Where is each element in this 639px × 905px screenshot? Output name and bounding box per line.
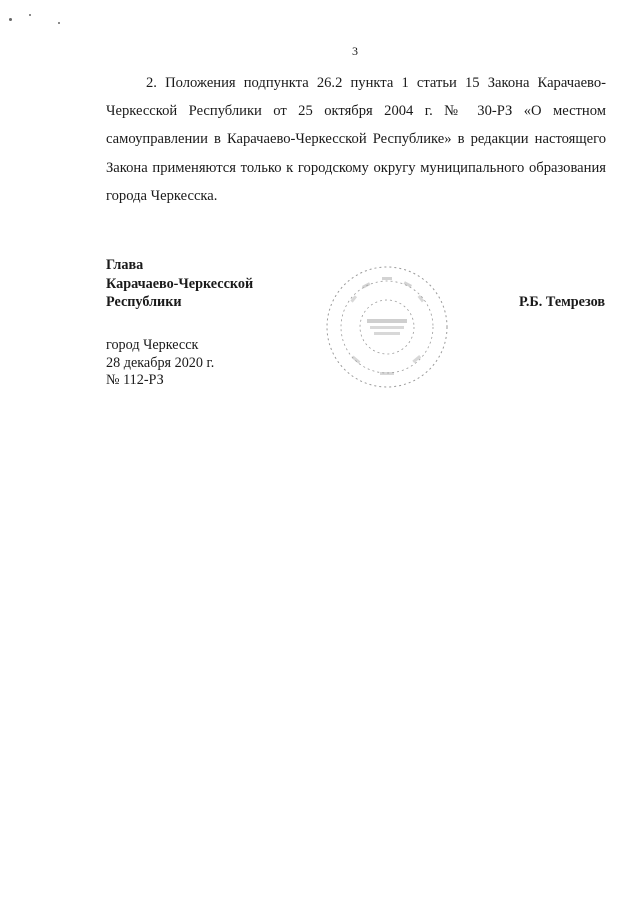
signatory-title-line: Карачаево-Черкесской — [106, 275, 254, 292]
scan-artifact — [9, 18, 12, 21]
place-date-block — [106, 337, 214, 390]
official-seal — [322, 262, 452, 392]
law-paragraph: 2. Положения подпункта 26.2 пункта 1 статьи 15 Закона Карачаево-Черкесской Республики от 25 октября 2004 г. № 30-РЗ «О местном самоуправлении в Карачаево-Черкесской Республике» в редакции настоящего Закона применяются только к городскому округу муниципального образования города Черкесска. — [106, 75, 606, 204]
page-number: 3 — [352, 44, 358, 58]
signatory-title — [106, 256, 253, 312]
signatory-title-line: Глава — [106, 257, 144, 273]
date: 28 декабря 2020 г. — [106, 354, 215, 371]
place: город Черкесск — [106, 337, 199, 353]
signatory-name: Р.Б. Темрезов — [518, 294, 605, 310]
signatory-title-line: Республики — [106, 294, 182, 310]
law-number: № 112-РЗ — [106, 372, 164, 388]
scan-artifact — [58, 22, 60, 24]
scan-artifact — [29, 14, 31, 16]
